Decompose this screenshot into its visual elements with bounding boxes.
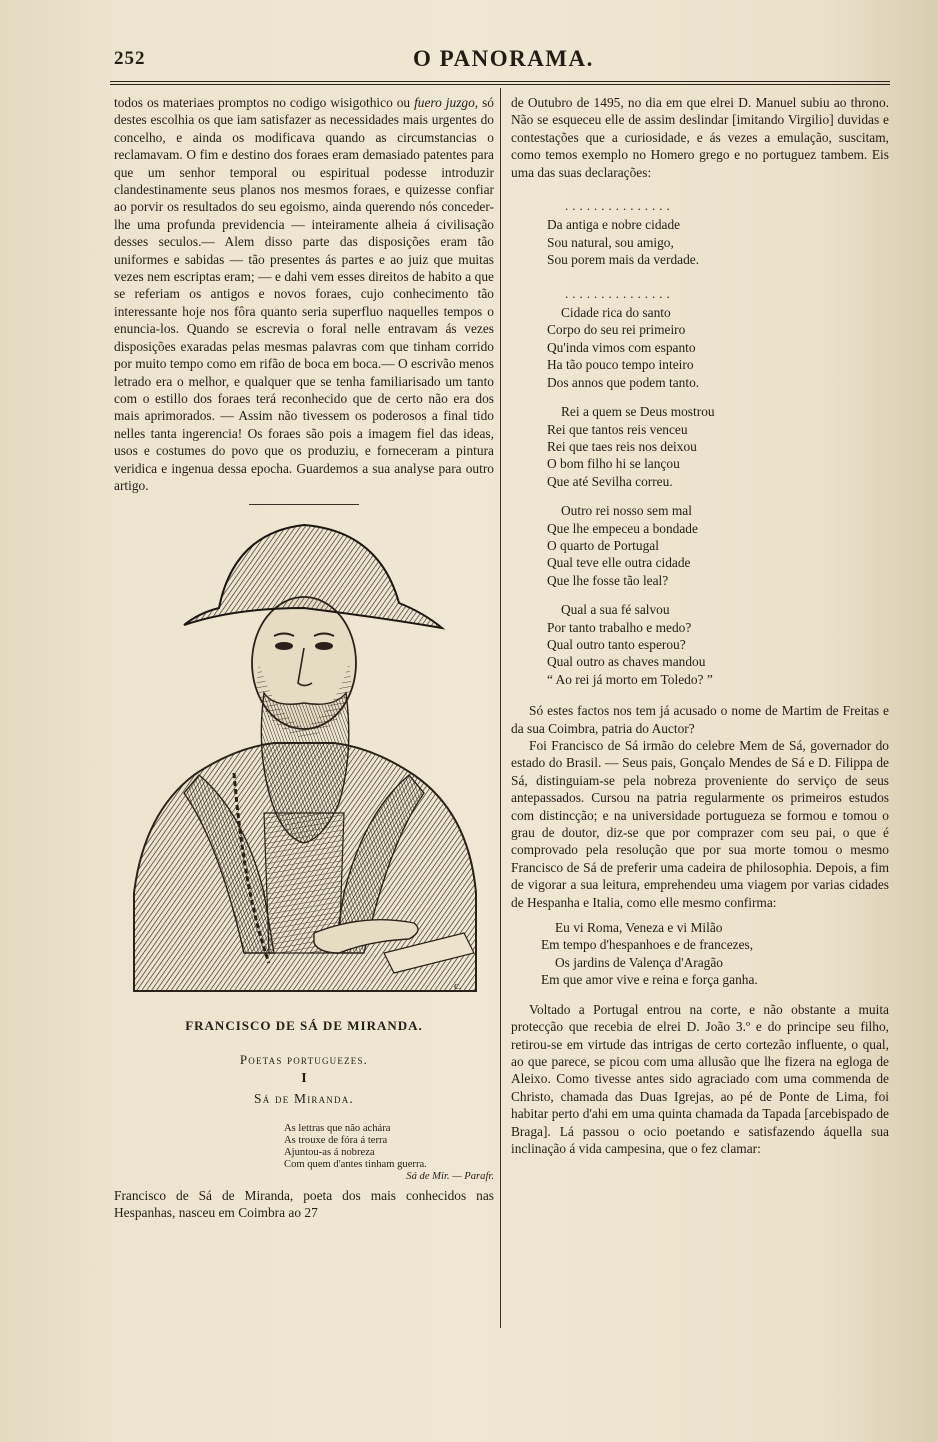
verse-line: Qual teve elle outra cidade — [547, 555, 691, 571]
verse-line: Sou natural, sou amigo, — [547, 234, 674, 250]
verse-line: Que lhe fosse tão leal? — [547, 572, 669, 588]
bio-paragraph-continued: de Outubro de 1495, no dia em que elrei D. Manuel subiu ao throno. Não se esqueceu elle de assim deslindar [imitando Virgilio] duvidas e contestações que a curiosidade, e ás vezes a emulação, suscitam, como temos exemplo no Homero grego e no portuguez tambem. Eis uma das suas declarações: — [511, 95, 889, 180]
verse-line: Dos annos que podem tanto. — [547, 374, 700, 390]
epigraph-line: Ajuntou-as á nobreza — [284, 1146, 375, 1158]
verse-line: Da antiga e nobre cidade — [547, 217, 681, 233]
verse-line: Que lhe empeceu a bondade — [547, 520, 698, 536]
stanza-1 — [547, 216, 889, 268]
verse-line: Os jardins de Valença d'Aragão — [555, 954, 724, 970]
stanza-6 — [541, 919, 889, 989]
verse-line: Eu vi Roma, Veneza e vi Milão — [555, 920, 723, 936]
stanza-5 — [547, 601, 889, 688]
verse-line: Qual outro as chaves mandou — [547, 654, 706, 670]
header-rule-thin — [110, 84, 890, 85]
verse-line: Que até Sevilha correu. — [547, 473, 673, 489]
ellipsis-dots: ............... — [565, 198, 674, 214]
column-divider — [500, 88, 501, 1328]
portrait-engraving — [124, 513, 484, 1013]
verse-line: Qual outro tanto esperou? — [547, 636, 686, 652]
verse-line: “ Ao rei já morto em Toledo? ” — [547, 671, 713, 687]
verse-line: Em que amor vive e reina e força ganha. — [541, 972, 758, 988]
series-number: I — [301, 1071, 307, 1087]
running-head-title: O PANORAMA. — [413, 46, 594, 71]
portrait-caption: FRANCISCO DE SÁ DE MIRANDA. — [185, 1018, 423, 1034]
question-paragraph: Só estes factos nos tem já acusado o nome de Martim de Freitas e da sua Coimbra, patria do Auctor? — [511, 703, 889, 736]
page-number: 252 — [114, 48, 146, 69]
right-column — [511, 94, 889, 1157]
verse-line: Corpo do seu rei primeiro — [547, 322, 686, 338]
left-column — [114, 94, 494, 1222]
stanza-3 — [547, 403, 889, 490]
series-heading: Poetas portuguezes. — [239, 1051, 369, 1067]
epigraph-line: As trouxe de fóra á terra — [284, 1134, 388, 1146]
intro-text-a: todos os materiaes promptos no codigo wisigothico ou — [114, 95, 415, 110]
ellipsis-dots: ............... — [565, 285, 674, 301]
court-paragraph: Voltado a Portugal entrou na corte, e não obstante a muita protecção que recebia de elrei D. João 3.º e do principe seu filho, retirou-se em virtude das intrigas de certo cortezão influente, o qual, ao que parece, se picou com uma allusão que lhe fizera na egloga de Aleixo. Como tivesse antes sido agraciado com uma commenda de Christo, chamada das Duas Igrejas, ao pé de Ponte de Lima, foi habitar perto d'ahi em uma quinta chamada da Tapada [arcebispado de Braga]. Lá passou o ocio poetando e satisfazendo áquella sua inclinação á vida campesina, que o fez clamar: — [511, 1001, 889, 1156]
verse-line: Cidade rica do santo — [561, 305, 671, 321]
verse-line: Em tempo d'hespanhoes e de francezes, — [541, 937, 754, 953]
family-paragraph: Foi Francisco de Sá irmão do celebre Mem de Sá, governador do estado do Brasil. — Seus pais, Gonçalo Mendes de Sá e D. Filippa de Sá, distinguiam-se pela nobreza proveniente do serviço de seus antepassados. Cursou na patria regularmente os primeiros estudos com distincção; e na universidade portugueza se formou e tomou o grau de doutor, diz-se que por comprazer com seu pai, o que é comprovado pela resolução que por sua morte tomou o mesmo Francisco de Sá de preferir uma cadeira de philosophia. Depois, a fim de vigorar a sua leitura, emprehendeu uma viagem por varias cidades de Hespanha e Italia, como elle mesmo confirma: — [511, 738, 889, 910]
verse-line: Sou porem mais da verdade. — [547, 252, 700, 268]
engraver-mark: c. — [454, 980, 462, 993]
stanza-2 — [547, 304, 889, 391]
verse-line: O quarto de Portugal — [547, 537, 659, 553]
section-separator — [249, 504, 359, 505]
verse-line: Qual a sua fé salvou — [561, 602, 670, 618]
verse-line: O bom filho hi se lançou — [547, 456, 680, 472]
epigraph — [284, 1123, 494, 1183]
intro-text-b: , só destes escolhia os que iam satisfazer as necessidades mais urgentes do concelho, e ainda os modificava quando as circumstancias o reclamavam. O fim e destino dos foraes eram demasiado patentes para que um senhor temporal ou espiritual podesse introduzir clandestinamente seus planos nos mesmos foraes, e quizesse confiar ao porvir os resultados do seu egoismo, ainda querendo nós conceder-lhe uma profunda previdencia — inteiramente alheia á civilisação desses seculos.— Alem disso parte das disposições eram tão uniformes e sabidas — tão presentes ás partes e ao juiz que muitas vezes nem escriptas eram; — e dahi vem esses direitos de habito a que se referiam os antigos e novos foraes, cujo conhecimento tão interessante hoje nos fôra quanto seria superfluo naquelles tempos o enuncia-los. Quando se escrevia o foral nelle entravam ás vezes disposições exaradas pelas mesmas palavras com que tinham corrido por muito tempo como em rifão de boca em boca.— O escrivão menos letrado era o melhor, e qualquer que se tenha familiarisado um tanto com o estillo dos foraes terá reconhecido que de certo não era dos mais aprimorados. — Assim não tivessem os poderosos a final tido nelles tanta ingerencia! Os foraes são pois a imagem fiel das ideas, usos e costumes do povo que os produziu, e forneceram a pintura veridica e ingenua dessa epocha. Guardemos a sua analyse para outro artigo. — [114, 95, 494, 493]
verse-line: Por tanto trabalho e medo? — [547, 619, 692, 635]
verse-line: Qu'inda vimos com espanto — [547, 339, 696, 355]
verse-line: Rei que tantos reis venceu — [547, 421, 688, 437]
verse-line: Rei que taes reis nos deixou — [547, 438, 697, 454]
bio-paragraph-start: Francisco de Sá de Miranda, poeta dos mais conhecidos nas Hespanhas, nasceu em Coimbra ao 27 — [114, 1187, 494, 1221]
intro-text-italic: fuero juzgo — [414, 95, 475, 110]
verse-line: Ha tão pouco tempo inteiro — [547, 357, 694, 373]
verse-line: Rei a quem se Deus mostrou — [561, 404, 715, 420]
header-rule — [110, 81, 890, 82]
verse-line: Outro rei nosso sem mal — [561, 503, 692, 519]
poet-heading: Sá de Miranda. — [254, 1090, 354, 1106]
epigraph-source: Sá de Mir. — Parafr. — [406, 1170, 494, 1182]
epigraph-line: Com quem d'antes tinham guerra. — [284, 1158, 427, 1170]
epigraph-line: As lettras que não achára — [284, 1122, 391, 1134]
stanza-4 — [547, 502, 889, 589]
intro-paragraph — [114, 94, 494, 494]
